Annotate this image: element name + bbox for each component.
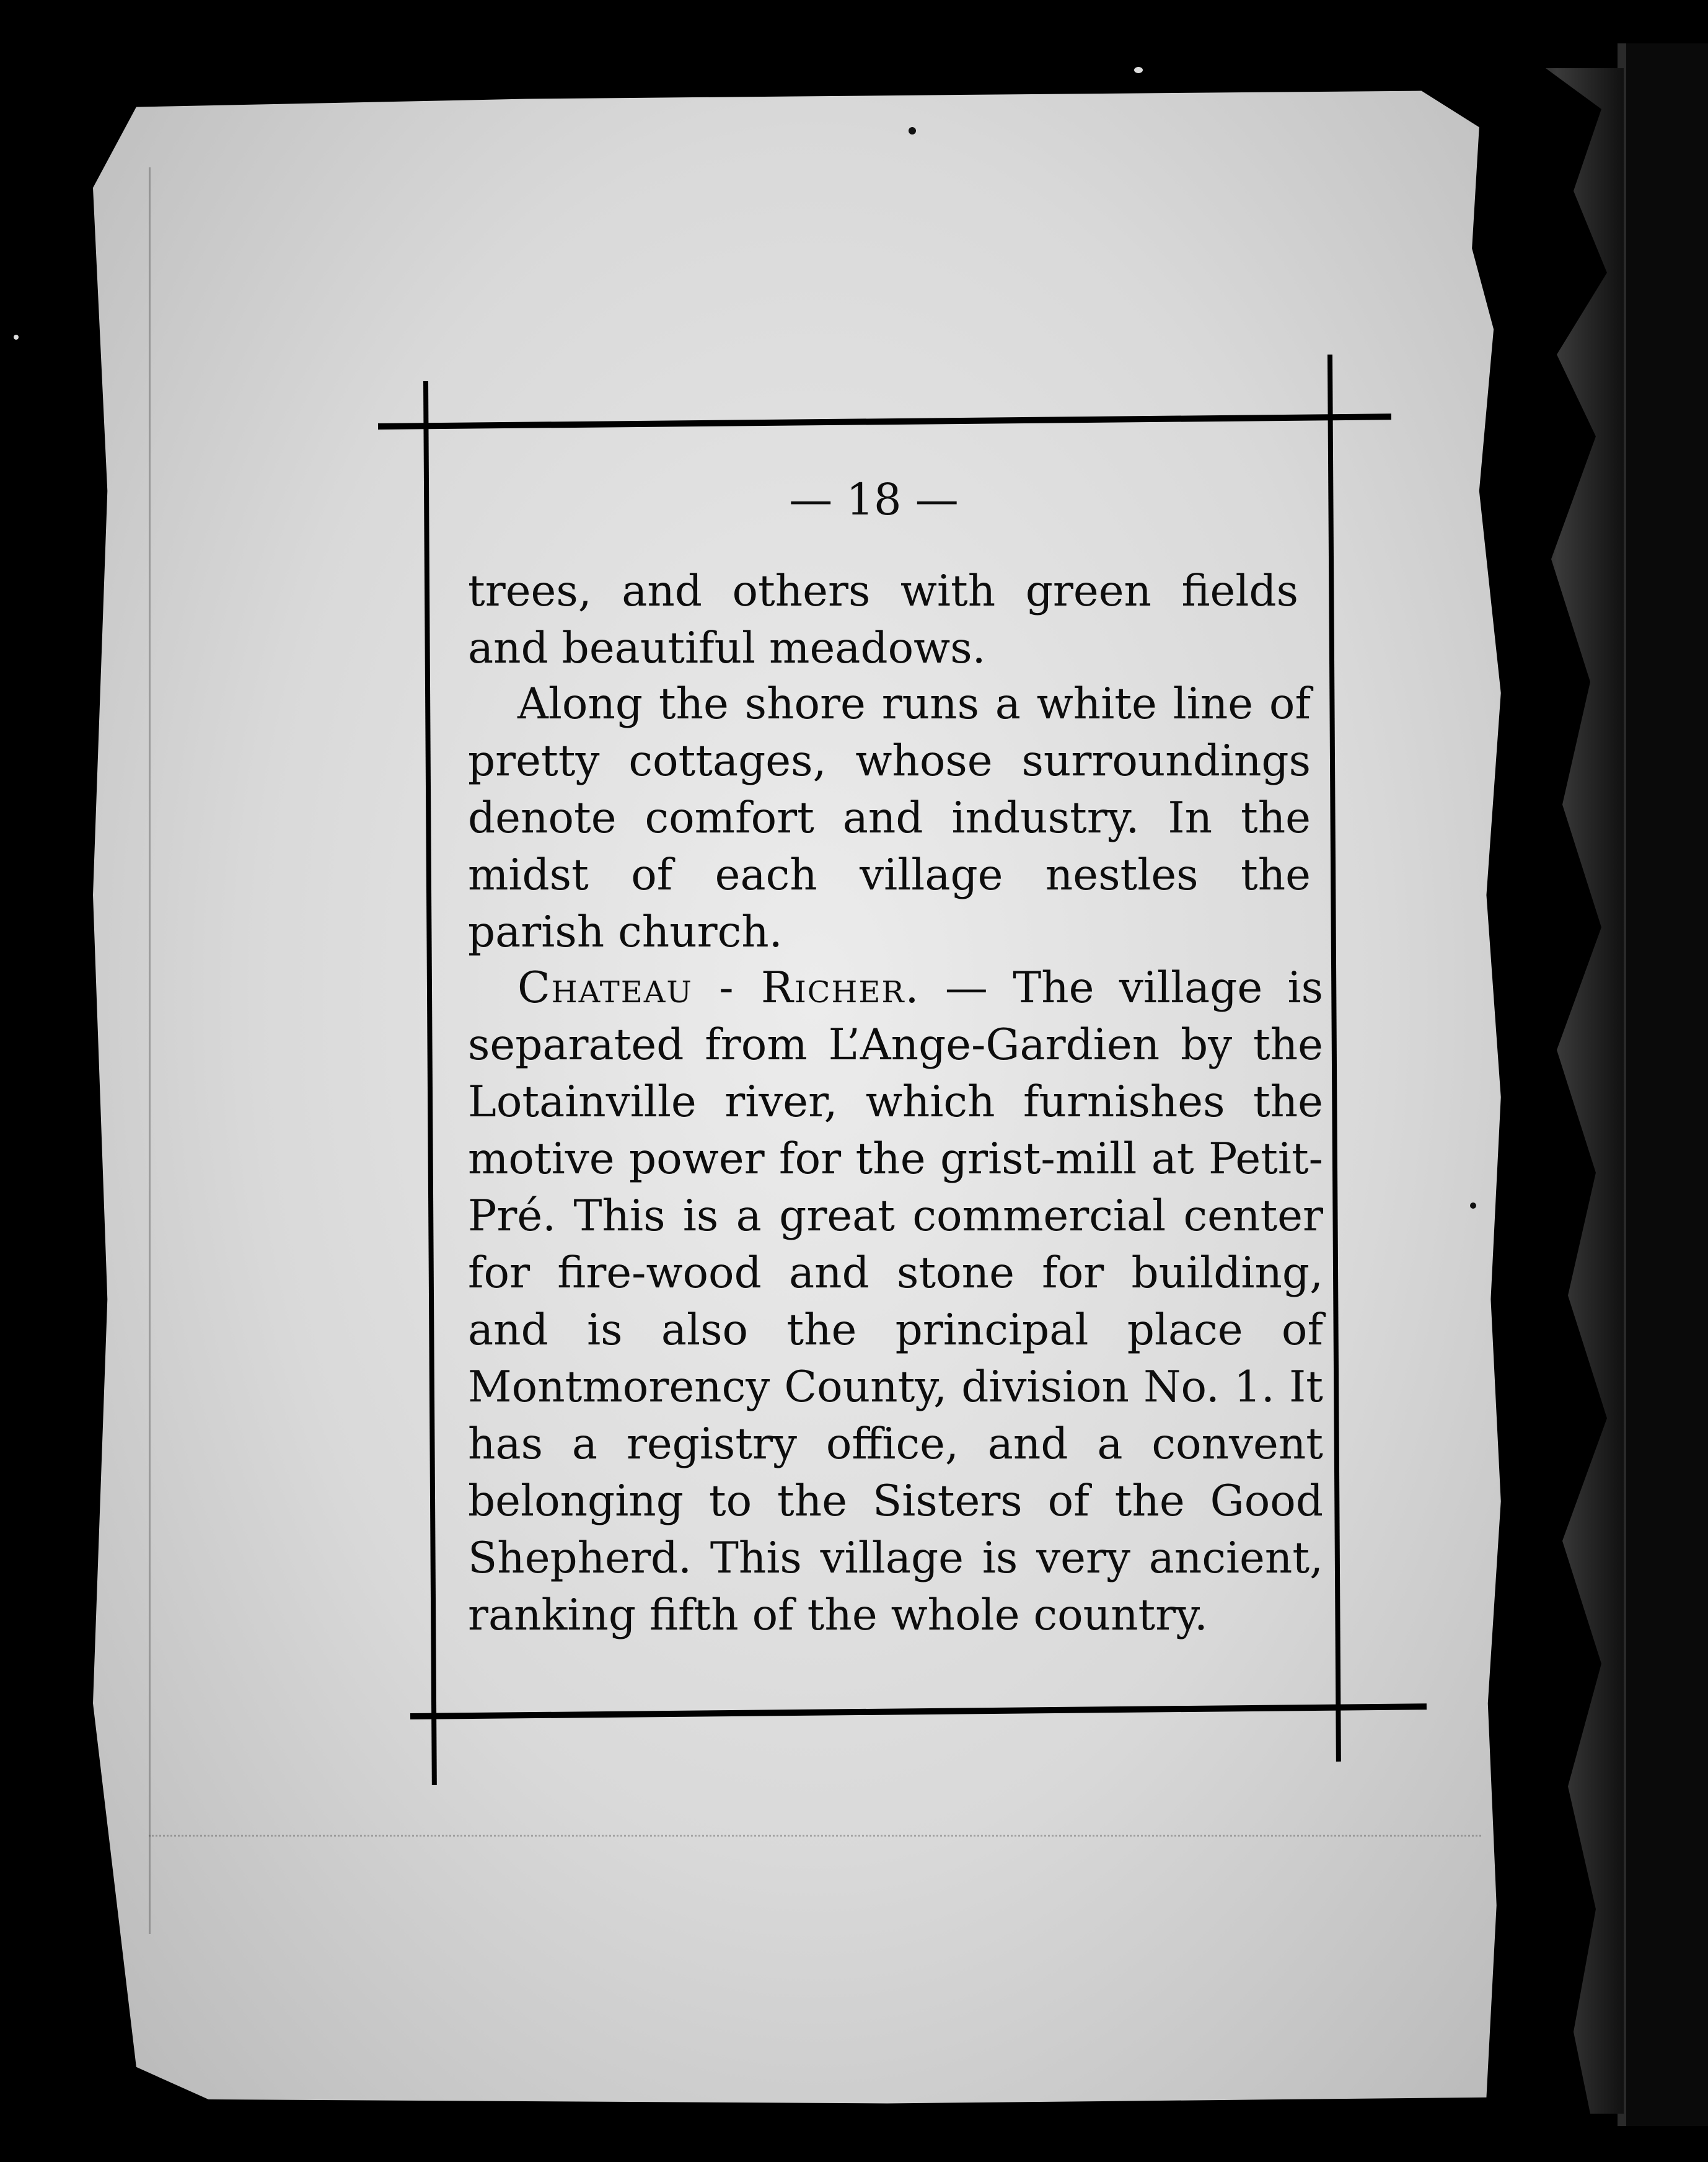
paragraph-2-text: Along the shore runs a white line of pretty cottages, whose surroundings denote comfort and industry. In the midst of each village nestles the parish church. (468, 679, 1311, 957)
page-fold-line (149, 167, 151, 1934)
section-heading: Chateau - Richer. (517, 963, 920, 1013)
page-fold-line-bottom (149, 1835, 1481, 1838)
paragraph-1-text: trees, and others with green fields and beautiful meadows. (468, 567, 1298, 673)
adjacent-page-edge (1618, 43, 1708, 2126)
torn-page-edge (1512, 68, 1624, 2114)
scan-speck (1134, 67, 1143, 73)
paragraph-3 (468, 960, 1323, 1644)
scan-speck (14, 335, 19, 340)
scan-speck (1470, 1202, 1476, 1209)
page-number: — 18 — (789, 474, 959, 525)
scan-speck (909, 127, 916, 135)
paragraph-3-text: — The village is separated from L’Ange-Gardien by the Lotainville river, which furnishes the motive power for the grist-mill at Petit-Pré. This is a great commercial center for fire-wood and stone for building, and is also the principal place of Montmorency County, division No. 1. It has a registry office, and a convent belonging to the Sisters of the Good Shepherd. This village is very ancient, ranking fifth of the whole country. (468, 963, 1323, 1640)
paragraph-2 (468, 676, 1311, 961)
paragraph-1 (468, 563, 1298, 677)
